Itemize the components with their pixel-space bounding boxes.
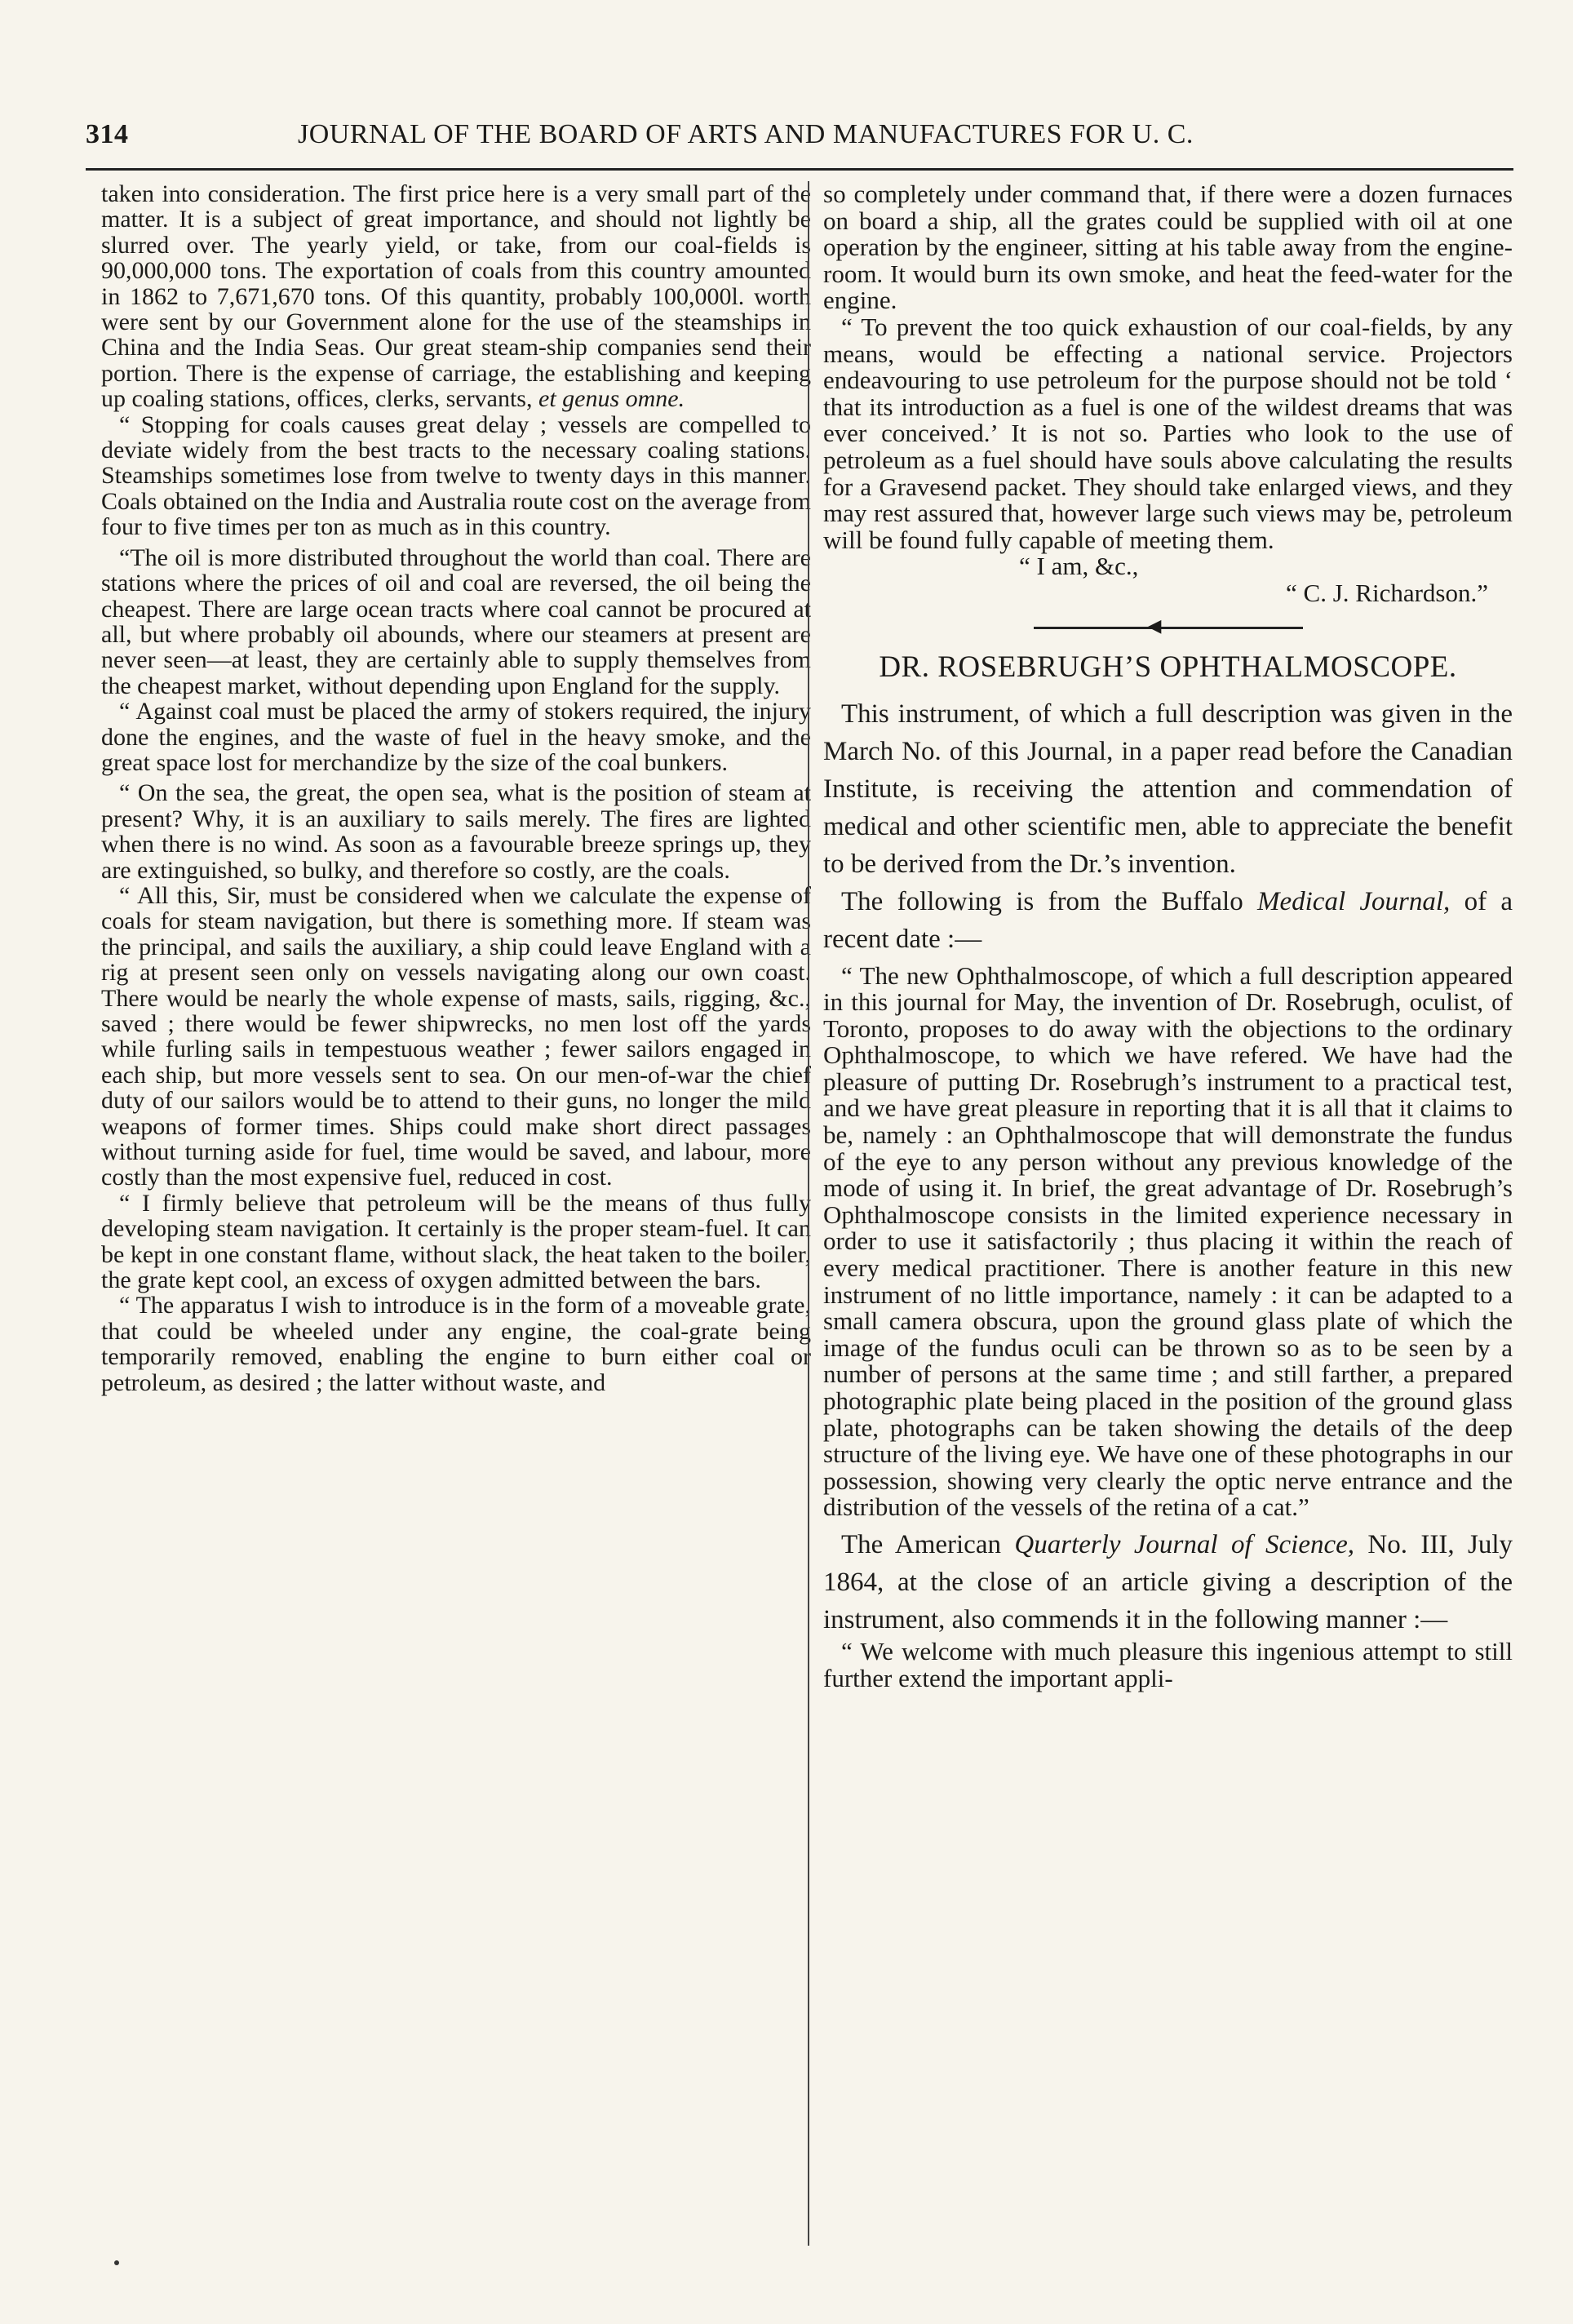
page-header	[86, 113, 1481, 162]
paragraph	[823, 883, 1513, 958]
separator-arrow-icon: ◀	[1147, 615, 1162, 636]
italic-phrase: Medical Journal,	[1257, 886, 1451, 916]
right-column	[823, 181, 1513, 1692]
running-head: JOURNAL OF THE BOARD OF ARTS AND MANUFACTURES FOR U. C.	[298, 119, 1194, 149]
print-speck	[114, 2260, 119, 2265]
italic-phrase: Quarterly Journal of Science,	[1014, 1529, 1355, 1559]
paragraph: “ We welcome with much pleasure this ingenious attempt to still further extend the important appli-	[823, 1636, 1513, 1692]
paragraph: “ To prevent the too quick exhaustion of our coal-fields, by any means, would be effecting a national service. Projectors endeavouring to use petroleum for the purpose should not be told ‘ that its introduction as a fuel is one of the wildest dreams that was ever conceived.’ It is not so. Parties who look to the use of petroleum as a fuel should have souls above calculating the results for a Gravesend packet. They should take enlarged views, and they may rest assured that, however large such views may be, petroleum will be found fully capable of meeting them.	[823, 312, 1513, 554]
paragraph: so completely under command that, if there were a dozen furnaces on board a ship, all the grates could be supplied with oil at one operation by the engineer, sitting at his table away from the engine-room. It would burn its own smoke, and heat the feed-water for the engine.	[823, 180, 1513, 315]
paragraph: “ All this, Sir, must be considered when we calculate the expense of coals for steam navigation, but there is something more. If steam was the principal, and sails the auxiliary, a ship could leave England with a rig at present seen only on vessels navigating along our own coast. There would be nearly the whole expense of masts, sails, rigging, &c., saved ; there would be fewer shipwrecks, no men lost off the yards while furling sails in tempestuous weather ; fewer sailors engaged in each ship, but more vessels sent to sea. On our men-of-war the chief duty of our sailors would be to attend to their guns, no longer the mild weapons of former times. Ships could make short direct passages without turning aside for fuel, time would be saved, and labour, more costly than the most expensive fuel, reduced in cost.	[101, 881, 811, 1191]
paragraph: “ Against coal must be placed the army of stokers required, the injury done the engines, and the waste of fuel in the heavy smoke, and the great space lost for merchandize by the size of the coal bunkers.	[101, 698, 811, 776]
page-number: 314	[86, 119, 129, 149]
letter-signature: “ C. J. Richardson.”	[1286, 578, 1488, 607]
paragraph: “ On the sea, the great, the open sea, what is the position of steam at present? Why, it is an auxiliary to sails merely. The fires are lighted when there is no wind. As soon as a favourable breeze springs up, they are extinguished, so bulky, and therefore so costly, are the coals.	[101, 779, 811, 884]
paragraph-text: The following is from the Buffalo	[841, 886, 1243, 916]
italic-phrase: et genus omne.	[538, 385, 685, 413]
separator-line	[1034, 627, 1303, 629]
paragraph: This instrument, of which a full description was given in the March No. of this Journal, in a paper read before the Canadian Institute, is receiving the attention and commendation of medical and other scientific men, able to appreciate the benefit to be derived from the Dr.’s invention.	[823, 699, 1513, 879]
column-divider	[808, 181, 809, 2246]
letter-closing: “ I am, &c.,	[1019, 552, 1139, 581]
paragraph: “ I firmly believe that petroleum will be the means of thus fully developing steam navigation. It certainly is the proper steam-fuel. It can be kept in one constant flame, without slack, the heat taken to the boiler, the grate kept cool, an excess of oxygen admitted between the bars.	[101, 1189, 811, 1294]
paragraph	[823, 1526, 1513, 1639]
paragraph: “ Stopping for coals causes great delay ; vessels are compelled to deviate widely from the best tracts to the necessary coaling stations. Steamships sometimes lose from twelve to twenty days in this manner. Coals obtained on the India and Australia route cost on the average from four to five times per ton as much as in this country.	[101, 410, 811, 541]
article-title: DR. ROSEBRUGH’S OPHTHALMOSCOPE.	[879, 650, 1457, 684]
left-column	[101, 181, 811, 1395]
paragraph: “ The apparatus I wish to introduce is in the form of a moveable grate, that could be wheeled under any engine, the coal-grate being temporarily removed, enabling the engine to burn either coal or petroleum, as desired ; the latter without waste, and	[101, 1292, 811, 1396]
paragraph-text: No. III, July 1864, at the close of an article giving a description of the instrument, also commends it in the following manner :—	[823, 1529, 1513, 1634]
header-rule	[86, 168, 1513, 171]
paragraph	[101, 181, 811, 412]
paragraph-text: The American	[841, 1529, 1001, 1559]
paragraph: “The oil is more distributed throughout the world than coal. There are stations where the prices of oil and coal are reversed, the oil being the cheapest. There are large ocean tracts where coal cannot be procured at all, but where probably oil abounds, where our steamers at present are never seen—at least, they are certainly able to supply themselves from the cheapest market, without depending upon England for the supply.	[101, 543, 811, 699]
paragraph-text: of a recent date :—	[823, 886, 1513, 954]
section-separator	[1034, 615, 1303, 636]
paragraph: “ The new Ophthalmoscope, of which a full description appeared in this journal for May, the invention of Dr. Rosebrugh, oculist, of Toronto, proposes to do away with the objections to the ordinary Ophthalmoscope, to which we have refered. We have had the pleasure of putting Dr. Rosebrugh’s instrument to a practical test, and we have great pleasure in reporting that it is all that it claims to be, namely : an Ophthalmoscope that will demonstrate the fundus of the eye to any person without any previous knowledge of the mode of using it. In brief, the great advantage of Dr. Rosebrugh’s Ophthalmoscope consists in the limited experience necessary in order to use it satisfactorily ; thus placing it within the reach of every medical practitioner. There is another feature in this new instrument of no little importance, namely : it can be adapted to a small camera obscura, upon the ground glass plate of which the image of the fundus oculi can be thrown so as to be seen by a number of persons at the same time ; and still farther, a prepared photographic plate being placed in the position of the ground glass plate, photographs can be taken showing the details of the deep structure of the living eye. We have one of these photographs in our possession, showing very clearly the optic nerve entrance and the distribution of the vessels of the retina of a cat.”	[823, 960, 1513, 1522]
paragraph-text: taken into consideration. The first price here is a very small part of the matter. It is a subject of great importance, and should not lightly be slurred over. The yearly yield, or take, from our coal-fields is 90,000,000 tons. The exportation of coals from this country amounted in 1862 to 7,671,670 tons. Of this quantity, probably 100,000l. worth were sent by our Government alone for the use of the steamships in China and the India Seas. Our great steam-ship companies send their portion. There is the expense of carriage, the establishing and keeping up coaling stations, offices, clerks, servants,	[101, 180, 811, 413]
